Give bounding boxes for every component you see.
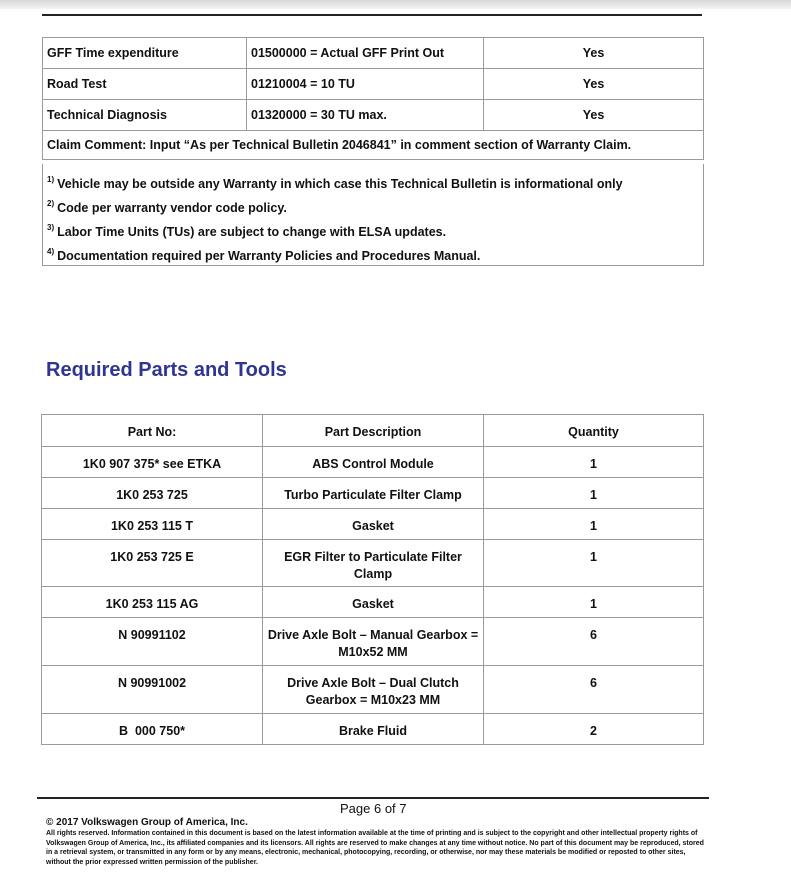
top-divider	[42, 14, 702, 16]
part-description: ABS Control Module	[263, 447, 484, 478]
part-description: Gasket	[263, 509, 484, 540]
part-number: N 90991002	[42, 666, 263, 714]
labor-codes-table	[42, 37, 704, 160]
claim-comment: Claim Comment: Input “As per Technical Bulletin 2046841” in comment section of Warranty Claim.	[43, 131, 704, 160]
parts-table	[41, 414, 704, 745]
part-number: B 000 750*	[42, 714, 263, 745]
table-row	[42, 714, 704, 745]
column-header: Part Description	[263, 415, 484, 447]
table-row	[42, 618, 704, 666]
column-header: Quantity	[484, 415, 704, 447]
code-flag: Yes	[484, 38, 704, 69]
part-number: 1K0 253 115 AG	[42, 587, 263, 618]
code-value: 01320000 = 30 TU max.	[247, 100, 484, 131]
section-heading: Required Parts and Tools	[46, 359, 287, 381]
part-quantity: 1	[484, 447, 704, 478]
table-row	[42, 509, 704, 540]
table-row	[43, 38, 704, 69]
part-quantity: 1	[484, 587, 704, 618]
code-flag: Yes	[484, 100, 704, 131]
part-quantity: 1	[484, 540, 704, 587]
part-quantity: 1	[484, 509, 704, 540]
part-number: 1K0 253 115 T	[42, 509, 263, 540]
code-label: Technical Diagnosis	[43, 100, 247, 131]
table-row	[42, 478, 704, 509]
part-number: 1K0 253 725 E	[42, 540, 263, 587]
part-number: 1K0 253 725	[42, 478, 263, 509]
part-quantity: 6	[484, 666, 704, 714]
table-header-row	[42, 415, 704, 447]
part-description: Gasket	[263, 587, 484, 618]
part-quantity: 1	[484, 478, 704, 509]
footnote: $^{2)}$ Code per warranty vendor code policy.	[47, 199, 287, 216]
part-number: N 90991102	[42, 618, 263, 666]
part-quantity: 6	[484, 618, 704, 666]
footer-divider	[37, 797, 709, 799]
top-scroll-shadow	[0, 0, 791, 9]
footnotes-box	[42, 164, 704, 266]
code-value: 01210004 = 10 TU	[247, 69, 484, 100]
footnote: $^{3)}$ Labor Time Units (TUs) are subject to change with ELSA updates.	[47, 223, 447, 240]
column-header: Part No:	[42, 415, 263, 447]
part-description: Turbo Particulate Filter Clamp	[263, 478, 484, 509]
part-description: EGR Filter to Particulate Filter Clamp	[263, 540, 484, 587]
code-flag: Yes	[484, 69, 704, 100]
table-row	[42, 540, 704, 587]
page-number: Page 6 of 7	[340, 801, 407, 816]
table-row	[43, 100, 704, 131]
footnote: $^{4)}$ Documentation required per Warranty Policies and Procedures Manual.	[47, 247, 481, 264]
footnote: $^{1)}$ Vehicle may be outside any Warranty in which case this Technical Bulletin is informational only	[47, 175, 623, 192]
copyright: © 2017 Volkswagen Group of America, Inc.	[46, 817, 248, 828]
part-description: Drive Axle Bolt – Manual Gearbox = M10x52 MM	[263, 618, 484, 666]
table-row	[42, 666, 704, 714]
part-description: Drive Axle Bolt – Dual Clutch Gearbox = M10x23 MM	[263, 666, 484, 714]
code-label: Road Test	[43, 69, 247, 100]
table-row	[42, 587, 704, 618]
table-row	[43, 69, 704, 100]
code-value: 01500000 = Actual GFF Print Out	[247, 38, 484, 69]
part-description: Brake Fluid	[263, 714, 484, 745]
code-label: GFF Time expenditure	[43, 38, 247, 69]
table-row	[42, 447, 704, 478]
part-number: 1K0 907 375* see ETKA	[42, 447, 263, 478]
part-quantity: 2	[484, 714, 704, 745]
table-row	[43, 131, 704, 160]
legal-notice: All rights reserved. Information contained in this document is based on the latest information available at the time of printing and is subject to the copyright and other intellectual property rights of Volkswagen Group of America, Inc., its affiliated companies and its licensors. All rights are reserved to make changes at any time without notice. No part of this document may be reproduced, stored in a retrieval system, or transmitted in any form or by any means, electronic, mechanical, photocopying, recording, or otherwise, nor may these materials be modified or reposted to other sites, without the prior expressed written permission of the publisher.	[46, 830, 704, 866]
